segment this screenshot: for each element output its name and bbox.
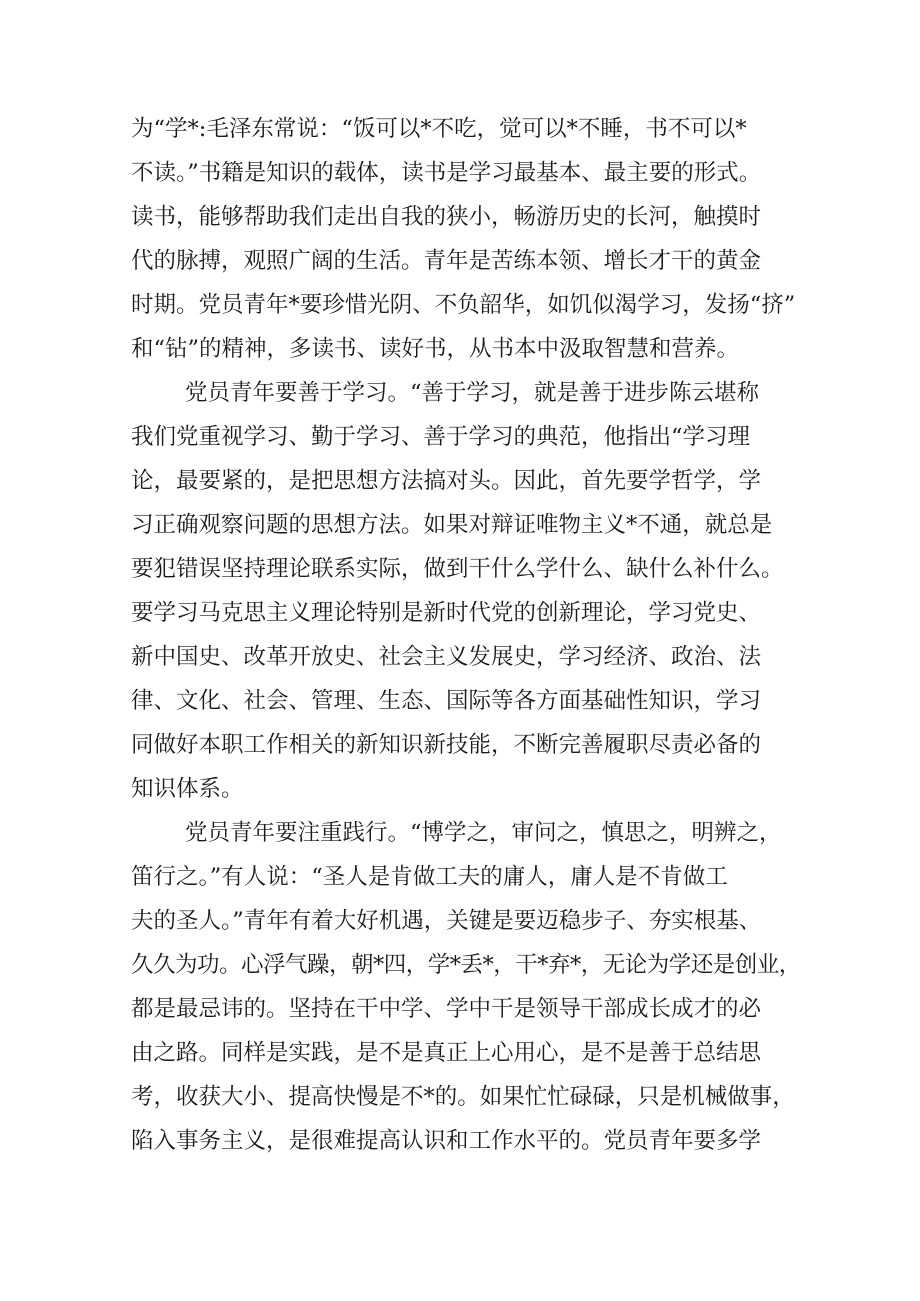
text-line: 笛行之。”有人说：“圣人是肯做工夫的庸人，庸人是不肯做工 (131, 864, 728, 890)
text-line: 由之路。同样是实践，是不是真正上心用心，是不是善于总结思 (131, 1040, 762, 1066)
text-line: 考，收获大小、提高快慢是不*的。如果忙忙碌碌，只是机械做事， (131, 1084, 795, 1110)
text-line: 论，最要紧的，是把思想方法搞对头。因此，首先要学哲学，学 (131, 468, 762, 494)
text-line: 读书，能够帮助我们走出自我的狭小，畅游历史的长河，触摸时 (131, 204, 762, 230)
text-line: 夫的圣人。”青年有着大好机遇，关键是要迈稳步子、夯实根基、 (131, 908, 762, 934)
text-line: 要学习马克思主义理论特别是新时代党的创新理论，学习党史、 (131, 600, 762, 626)
text-line: 和“钻”的精神，多读书、读好书，从书本中汲取智慧和营养。 (131, 336, 740, 362)
text-line: 知识体系。 (131, 776, 244, 802)
text-line: 久久为功。心浮气躁，朝*四，学*丢*，干*弃*，无论为学还是创业， (131, 952, 801, 978)
text-line: 要犯错误坚持理论联系实际，做到干什么学什么、缺什么补什么。 (131, 556, 784, 582)
text-line: 时期。党员青年*要珍惜光阴、不负韶华，如饥似渴学习，发扬“挤” (131, 292, 796, 318)
text-line: 不读。”书籍是知识的载体，读书是学习最基本、最主要的形式。 (131, 160, 762, 186)
text-line: 我们党重视学习、勤于学习、善于学习的典范，他指出“学习理 (131, 424, 751, 450)
text-line: 律、文化、社会、管理、生态、国际等各方面基础性知识，学习 (131, 688, 762, 714)
text-line: 陷入事务主义，是很难提高认识和工作水平的。党员青年要多学 (131, 1128, 762, 1154)
paragraph-first-line: 党员青年要注重践行。“博学之，审问之，慎思之，明辨之， (185, 820, 782, 846)
text-line: 新中国史、改革开放史、社会主义发展史，学习经济、政治、法 (131, 644, 762, 670)
text-line: 同做好本职工作相关的新知识新技能，不断完善履职尽责必备的 (131, 732, 762, 758)
text-line: 代的脉搏，观照广阔的生活。青年是苦练本领、增长才干的黄金 (131, 248, 762, 274)
paragraph-first-line: 党员青年要善于学习。“善于学习，就是善于进步陈云堪称 (185, 380, 760, 406)
text-line: 习正确观察问题的思想方法。如果对辩证唯物主义*不通，就总是 (131, 512, 773, 538)
text-line: 都是最忌讳的。坚持在干中学、学中干是领导干部成长成才的必 (131, 996, 762, 1022)
text-line: 为“学*:毛泽东常说：“饭可以*不吃，觉可以*不睡，书不可以* (131, 116, 747, 142)
